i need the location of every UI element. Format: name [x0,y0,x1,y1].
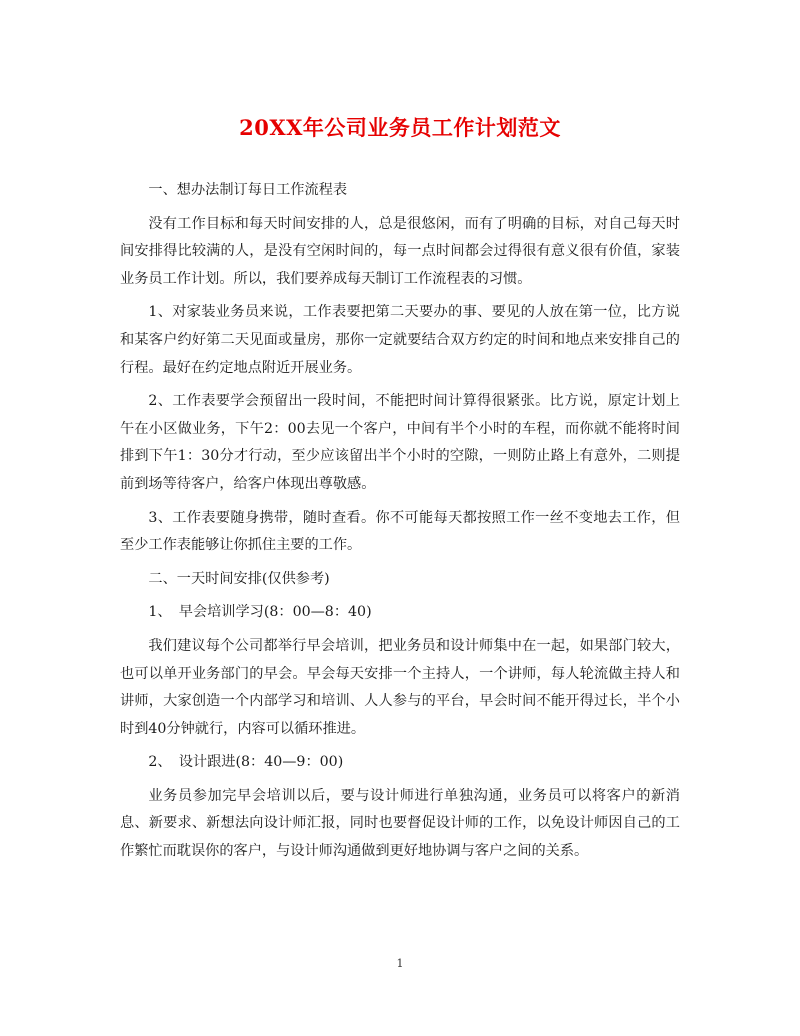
paragraph: 业务员参加完早会培训以后，要与设计师进行单独沟通，业务员可以将客户的新消息、新要求、新想法向设计师汇报，同时也要督促设计师的工作，以免设计师因自己的工作繁忙而耽误你的客户，与设计师沟通做到更好地协调与客户之间的关系。 [120,787,680,860]
paragraph: 2、工作表要学会预留出一段时间，不能把时间计算得很紧张。比方说，原定计划上午在小区做业务，下午2：00去见一个客户，中间有半个小时的车程，而你就不能将时间排到下午1：30分才行动，至少应该留出半个小时的空隙，一则防止路上有意外，二则提前到场等待客户，给客户体现出尊敬感。 [120,393,680,492]
page-title: 20XX年公司业务员工作计划范文 [239,115,561,140]
paragraph: 1、对家装业务员来说，工作表要把第二天要办的事、要见的人放在第一位，比方说和某客户约好第二天见面或量房，那你一定就要结合双方约定的时间和地点来安排自己的行程。最好在约定地点附近开展业务。 [120,304,680,376]
paragraph: 没有工作目标和每天时间安排的人，总是很悠闲，而有了明确的目标，对自己每天时间安排得比较满的人，是没有空闲时间的，每一点时间都会过得很有意义很有价值，家装业务员工作计划。所以，我们要养成每天制订工作流程表的习惯。 [120,215,680,287]
document-body [120,177,680,872]
section-heading: 一、想办法制订每日工作流程表 [148,182,348,198]
paragraph: 3、工作表要随身携带，随时查看。你不可能每天都按照工作一丝不变地去工作，但至少工作表能够让你抓住主要的工作。 [120,509,680,554]
section-heading: 二、一天时间安排(仅供参考) [148,570,330,587]
subsection-heading: 2、 设计跟进(8：40—9：00) [148,754,344,771]
page-number: 1 [396,957,404,970]
paragraph: 我们建议每个公司都举行早会培训，把业务员和设计师集中在一起，如果部门较大，也可以单开业务部门的早会。早会每天安排一个主持人，一个讲师，每人轮流做主持人和讲师，大家创造一个内部学习和培训、人人参与的平台，早会时间不能开得过长，半个小时到40分钟就行，内容可以循环推进。 [120,637,680,737]
subsection-heading: 1、 早会培训学习(8：00—8：40) [148,604,372,621]
